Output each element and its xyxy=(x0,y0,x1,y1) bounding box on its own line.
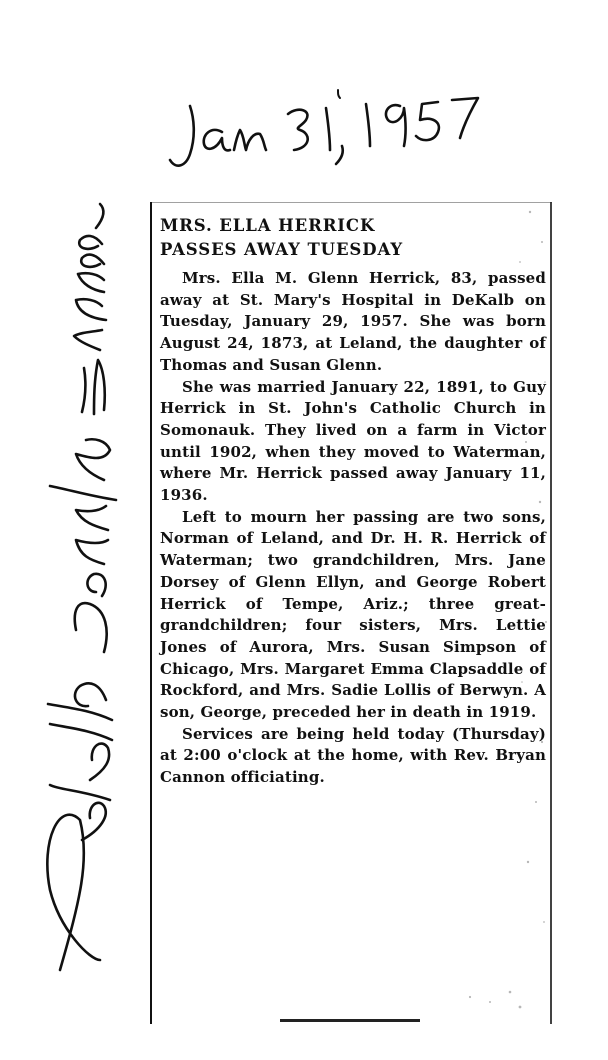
paragraph-marriage: She was married January 22, 1891, to Guy Herrick in St. John's Catholic Church in Somonauk. They lived on a farm in Victor until 1902, when they moved to Waterman, where Mr. Herrick passed away January 11, 1936. xyxy=(160,377,546,505)
paragraph-survivors: Left to mourn her passing are two sons, Norman of Leland, and Dr. H. R. Herrick of Waterman; two grandchildren, Mrs. Jane Dorsey of Glenn Ellyn, and George Robert Herrick of Tempe, Ariz.; three great-grandchildren; four sisters, Mrs. Lettie Jones of Aurora, Mrs. Susan Simpson of Chicago, Mrs. Margaret Emma Clapsaddle of Rockford, and Mrs. Sadie Lollis of Berwyn. A son, George, preceded her in death in 1919. xyxy=(160,507,546,722)
clipping-top-edge xyxy=(150,202,552,203)
headline-line-2: PASSES AWAY TUESDAY xyxy=(160,240,404,259)
column-rule-right xyxy=(550,202,552,1024)
column-rule-left xyxy=(150,202,152,1024)
paragraph-death-notice: Mrs. Ella M. Glenn Herrick, 83, passed away at St. Mary's Hospital in DeKalb on Tuesday, January 29, 1957. She was born August 24, 1873, at Leland, the daughter of Thomas and Susan Glenn. xyxy=(160,269,546,374)
article-body xyxy=(160,214,546,789)
paragraph-services: Services are being held today (Thursday) at 2:00 o'clock at the home, with Rev. Bryan Cannon officiating. xyxy=(160,724,546,787)
newspaper-clipping xyxy=(150,202,552,1024)
handwritten-date xyxy=(160,88,500,178)
handwritten-source-ink xyxy=(20,200,140,980)
article-headline xyxy=(160,214,546,262)
headline-line-1: MRS. ELLA HERRICK xyxy=(160,216,376,235)
handwritten-source xyxy=(20,200,140,980)
end-of-article-rule xyxy=(280,1019,420,1022)
handwritten-date-ink xyxy=(160,88,500,178)
